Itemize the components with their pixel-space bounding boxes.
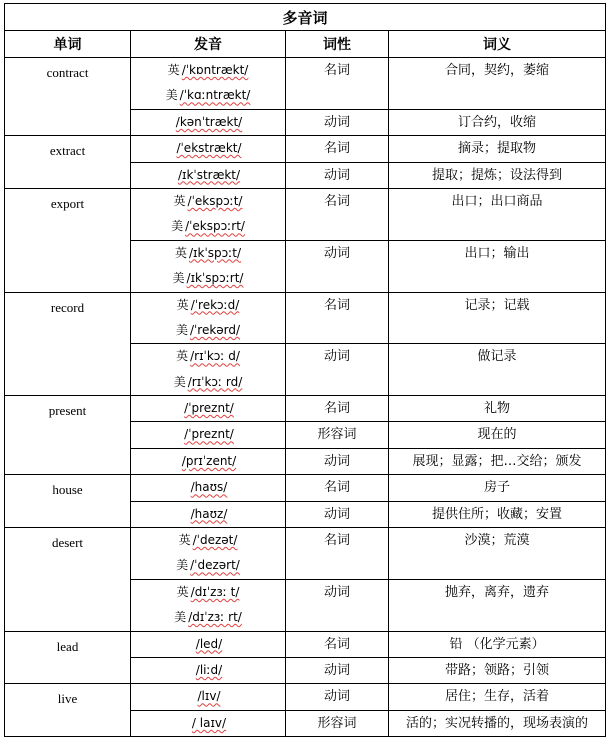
pronunciation-line: [131, 553, 285, 578]
meaning-text: 出口；出口商品: [451, 193, 543, 209]
region-label: 美: [175, 322, 188, 337]
word-text: export: [50, 195, 85, 211]
pronunciation-line: [131, 163, 285, 188]
part-of-speech-text: 名词: [323, 636, 350, 652]
word-cell: [5, 631, 131, 684]
part-of-speech-cell: [286, 475, 389, 501]
pronunciation-line: [131, 684, 285, 709]
region-label: 英: [174, 245, 187, 260]
region-label: 美: [176, 558, 189, 573]
part-of-speech-text: 名词: [323, 480, 350, 496]
part-of-speech-text: 形容词: [317, 715, 357, 731]
ipa-text: /ˈdezət/: [192, 533, 238, 548]
pronunciation-line: [131, 266, 285, 291]
meaning-cell: [389, 188, 606, 240]
pronunciation-line: [131, 214, 285, 239]
word-cell: [5, 292, 131, 396]
region-label: 英: [176, 584, 189, 599]
meaning-cell: [389, 109, 606, 135]
pronunciation-line: [131, 580, 285, 605]
header-word: 单词: [5, 31, 131, 58]
pronunciation-line: [131, 58, 285, 83]
word-text: lead: [56, 638, 79, 654]
pronunciation-line: [131, 136, 285, 161]
region-label: 英: [178, 533, 191, 548]
pronunciation-line: [131, 528, 285, 553]
ipa-text: /prɪˈzent/: [181, 453, 237, 468]
part-of-speech-text: 动词: [323, 453, 350, 469]
ipa-text: /ˈpreznt/: [184, 401, 234, 416]
pronunciation-line: [131, 241, 285, 266]
ipa-text: /ɪkˈspɔːrt/: [186, 271, 244, 286]
pronunciation-cell: [131, 422, 286, 448]
word-cell: [5, 528, 131, 632]
meaning-text: 沙漠；荒漠: [464, 533, 530, 549]
word-text: contract: [46, 65, 89, 80]
ipa-text: /dɪˈzɜː rt/: [188, 610, 242, 625]
ipa-text: /ˈpreznt/: [184, 427, 234, 442]
part-of-speech-text: 名词: [323, 401, 350, 417]
meaning-text: 提供住所；收藏；安置: [432, 506, 563, 522]
ipa-text: /ˈkɒntrækt/: [181, 63, 249, 77]
region-label: 英: [167, 63, 180, 77]
part-of-speech-text: 动词: [323, 167, 350, 183]
part-of-speech-cell: [286, 188, 389, 240]
part-of-speech-cell: [286, 240, 389, 292]
word-cell: [5, 188, 131, 292]
word-text: house: [52, 482, 83, 498]
meaning-text: 记录；记载: [464, 297, 530, 313]
part-of-speech-cell: [286, 501, 389, 527]
pronunciation-cell: [131, 396, 286, 422]
region-label: 美: [172, 271, 185, 286]
pronunciation-cell: [131, 710, 286, 736]
table-row: [5, 475, 606, 501]
part-of-speech-cell: [286, 292, 389, 344]
part-of-speech-cell: [286, 579, 389, 631]
region-label: 美: [174, 610, 187, 625]
ipa-text: / laɪv/: [191, 715, 227, 730]
ipa-text: /ˈrekərd/: [189, 322, 241, 337]
word-cell: [5, 475, 131, 528]
part-of-speech-cell: [286, 528, 389, 580]
part-of-speech-text: 名词: [323, 63, 350, 78]
meaning-text: 房子: [484, 480, 511, 496]
meaning-text: 铅 （化学元素）: [449, 636, 545, 652]
pronunciation-cell: [131, 475, 286, 501]
meaning-cell: [389, 710, 606, 736]
region-label: 美: [171, 219, 184, 234]
part-of-speech-text: 动词: [323, 506, 350, 522]
pronunciation-line: [131, 293, 285, 318]
pronunciation-line: [131, 370, 285, 395]
meaning-cell: [389, 501, 606, 527]
header-pronunciation: 发音: [131, 31, 286, 58]
ipa-text: /ˈekspɔːrt/: [185, 219, 245, 234]
meaning-text: 带路；领路；引领: [445, 662, 550, 678]
meaning-cell: [389, 631, 606, 657]
meaning-text: 出口；输出: [464, 245, 530, 261]
meaning-cell: [389, 240, 606, 292]
ipa-text: /rɪˈkɔː d/: [190, 349, 240, 364]
part-of-speech-text: 名词: [323, 297, 350, 313]
pronunciation-line: [131, 83, 285, 108]
pronunciation-cell: [131, 657, 286, 683]
header-meaning: 词义: [389, 31, 606, 58]
region-label: 英: [176, 349, 189, 364]
part-of-speech-cell: [286, 422, 389, 448]
word-text: extract: [49, 143, 86, 159]
pronunciation-cell: [131, 501, 286, 527]
ipa-text: /led/: [195, 636, 223, 651]
ipa-text: /ɪkˈstrækt/: [177, 167, 241, 182]
part-of-speech-cell: [286, 631, 389, 657]
pronunciation-cell: [131, 344, 286, 396]
part-of-speech-text: 名词: [323, 141, 350, 157]
ipa-text: /ˈkɑːntrækt/: [179, 88, 251, 103]
pronunciation-cell: [131, 188, 286, 240]
meaning-text: 做记录: [477, 349, 517, 365]
meaning-cell: [389, 396, 606, 422]
pronunciation-line: [131, 318, 285, 343]
ipa-text: /ɪkˈspɔːt/: [189, 245, 242, 260]
ipa-text: /ˈekstrækt/: [176, 141, 242, 156]
ipa-text: /haʊz/: [190, 506, 228, 521]
part-of-speech-cell: [286, 396, 389, 422]
region-label: 美: [173, 374, 186, 389]
meaning-text: 提取；提炼；设法得到: [432, 167, 563, 183]
table-row: [5, 136, 606, 162]
meaning-text: 展现；显露；把…交给；颁发: [412, 453, 582, 469]
table-row: [5, 58, 606, 110]
meaning-cell: [389, 58, 606, 110]
word-cell: [5, 136, 131, 189]
ipa-text: /lɪv/: [197, 689, 221, 704]
ipa-text: /rɪˈkɔː rd/: [187, 374, 243, 389]
word-text: present: [48, 403, 87, 419]
part-of-speech-text: 名词: [323, 533, 350, 549]
table-row: [5, 396, 606, 422]
pronunciation-cell: [131, 579, 286, 631]
word-cell: [5, 396, 131, 475]
word-cell: [5, 684, 131, 737]
part-of-speech-cell: [286, 136, 389, 162]
ipa-text: /dɪˈzɜː t/: [190, 584, 240, 599]
table-body: [5, 58, 606, 737]
meaning-cell: [389, 448, 606, 474]
pronunciation-line: [131, 344, 285, 369]
pronunciation-cell: [131, 448, 286, 474]
pronunciation-cell: [131, 292, 286, 344]
part-of-speech-cell: [286, 684, 389, 710]
pronunciation-line: [131, 658, 285, 683]
ipa-text: /liːd/: [195, 662, 223, 677]
pronunciation-cell: [131, 240, 286, 292]
part-of-speech-cell: [286, 710, 389, 736]
part-of-speech-text: 名词: [323, 193, 350, 209]
meaning-text: 摘录；提取物: [458, 141, 537, 157]
meaning-cell: [389, 344, 606, 396]
meaning-cell: [389, 657, 606, 683]
region-label: 英: [176, 297, 189, 312]
meaning-text: 活的；实况转播的，现场表演的: [406, 715, 589, 731]
table-title: 多音词: [5, 4, 606, 31]
pronunciation-cell: [131, 162, 286, 188]
pronunciation-cell: [131, 136, 286, 162]
pronunciation-line: [131, 502, 285, 527]
meaning-cell: [389, 579, 606, 631]
meaning-cell: [389, 684, 606, 710]
pronunciation-cell: [131, 684, 286, 710]
ipa-text: /kənˈtrækt/: [175, 114, 243, 129]
polyphone-sheet: [4, 3, 605, 737]
word-cell: [5, 58, 131, 136]
table-row: [5, 684, 606, 710]
part-of-speech-cell: [286, 162, 389, 188]
meaning-cell: [389, 422, 606, 448]
meaning-text: 居住；生存，活着: [445, 689, 550, 705]
part-of-speech-text: 动词: [323, 114, 350, 130]
meaning-text: 现在的: [477, 427, 517, 443]
part-of-speech-cell: [286, 657, 389, 683]
pronunciation-line: [131, 422, 285, 447]
part-of-speech-text: 动词: [323, 349, 350, 365]
pronunciation-line: [131, 189, 285, 214]
meaning-text: 礼物: [484, 401, 511, 417]
header-part-of-speech: 词性: [286, 31, 389, 58]
table-row: [5, 528, 606, 580]
meaning-cell: [389, 162, 606, 188]
meaning-text: 订合约，收缩: [458, 114, 537, 130]
pronunciation-line: [131, 110, 285, 135]
pronunciation-line: [131, 632, 285, 657]
part-of-speech-cell: [286, 448, 389, 474]
meaning-cell: [389, 528, 606, 580]
ipa-text: /haʊs/: [190, 480, 228, 495]
part-of-speech-text: 动词: [323, 584, 350, 600]
table-row: [5, 292, 606, 344]
meaning-text: 抛弃，离弃，遗弃: [445, 584, 550, 600]
pronunciation-line: [131, 711, 285, 736]
part-of-speech-text: 动词: [323, 689, 350, 705]
polyphone-table: [4, 3, 606, 737]
region-label: 美: [165, 88, 178, 103]
pronunciation-cell: [131, 58, 286, 110]
part-of-speech-cell: [286, 344, 389, 396]
word-text: desert: [51, 535, 84, 551]
part-of-speech-text: 动词: [323, 245, 350, 261]
part-of-speech-cell: [286, 58, 389, 110]
pronunciation-cell: [131, 631, 286, 657]
meaning-cell: [389, 292, 606, 344]
word-text: live: [57, 691, 78, 707]
table-row: [5, 188, 606, 240]
pronunciation-line: [131, 449, 285, 474]
pronunciation-line: [131, 475, 285, 500]
ipa-text: /ˈdezərt/: [190, 558, 240, 573]
region-label: 英: [173, 193, 186, 208]
meaning-cell: [389, 475, 606, 501]
pronunciation-cell: [131, 109, 286, 135]
ipa-text: /ˈekspɔːt/: [187, 193, 243, 208]
word-text: record: [50, 299, 85, 315]
part-of-speech-text: 形容词: [317, 427, 357, 443]
table-row: [5, 631, 606, 657]
part-of-speech-text: 动词: [323, 662, 350, 678]
ipa-text: /ˈrekɔːd/: [190, 297, 240, 312]
pronunciation-cell: [131, 528, 286, 580]
meaning-cell: [389, 136, 606, 162]
pronunciation-line: [131, 605, 285, 630]
pronunciation-line: [131, 396, 285, 421]
meaning-text: 合同，契约，萎缩: [445, 63, 550, 78]
part-of-speech-cell: [286, 109, 389, 135]
